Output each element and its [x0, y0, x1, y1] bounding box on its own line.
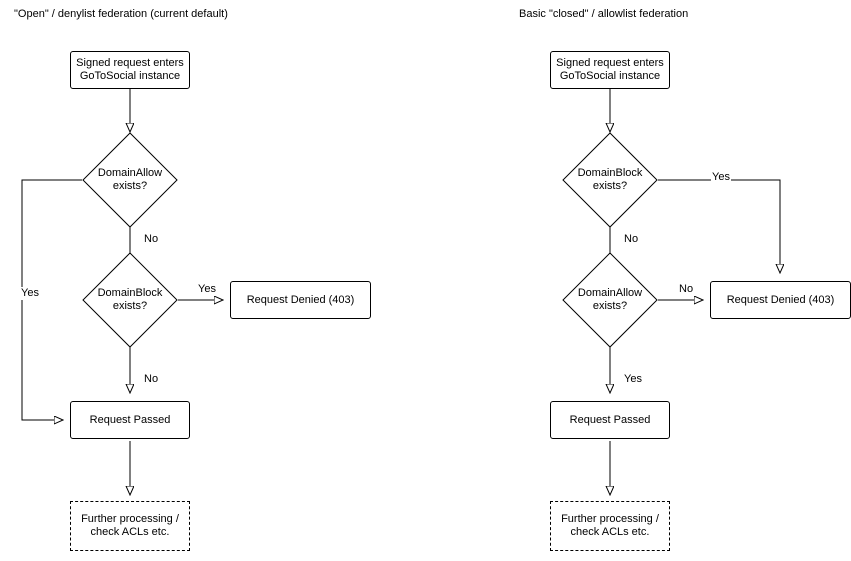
- edge-right-d1-yes-to-denied: [658, 180, 780, 272]
- left-edge-label-d2-no: No: [144, 373, 159, 385]
- right-edge-label-d1-no: No: [624, 233, 639, 245]
- left-decision-domainallow: [82, 132, 178, 228]
- left-request-passed-node: Request Passed: [70, 401, 190, 439]
- left-request-denied-node: Request Denied (403): [230, 281, 371, 319]
- left-decision-domainblock: [82, 252, 178, 348]
- left-edge-label-d1-yes: Yes: [21, 287, 39, 299]
- right-decision-domainallow-label: DomainAllow exists?: [577, 287, 643, 312]
- left-decision-domainallow-label: DomainAllow exists?: [97, 167, 163, 192]
- left-decision-domainblock-label: DomainBlock exists?: [97, 287, 163, 312]
- right-decision-domainblock-label: DomainBlock exists?: [577, 167, 643, 192]
- right-decision-domainallow: [562, 252, 658, 348]
- left-start-node: Signed request enters GoToSocial instance: [70, 51, 190, 89]
- right-request-denied-node: Request Denied (403): [710, 281, 851, 319]
- right-request-passed-node: Request Passed: [550, 401, 670, 439]
- right-start-node: Signed request enters GoToSocial instance: [550, 51, 670, 89]
- left-further-processing-node: Further processing / check ACLs etc.: [70, 501, 190, 551]
- left-diagram-title: "Open" / denylist federation (current default): [14, 8, 228, 20]
- left-edge-label-d1-no: No: [144, 233, 159, 245]
- right-diagram-title: Basic "closed" / allowlist federation: [519, 8, 689, 20]
- right-further-processing-node: Further processing / check ACLs etc.: [550, 501, 670, 551]
- right-edge-label-d1-yes: Yes: [712, 171, 730, 183]
- right-edge-label-d2-yes: Yes: [624, 373, 642, 385]
- right-edge-label-d2-no: No: [679, 283, 694, 295]
- right-decision-domainblock: [562, 132, 658, 228]
- left-edge-label-d2-yes: Yes: [198, 283, 216, 295]
- edge-left-d1-yes-to-passed: [22, 180, 82, 420]
